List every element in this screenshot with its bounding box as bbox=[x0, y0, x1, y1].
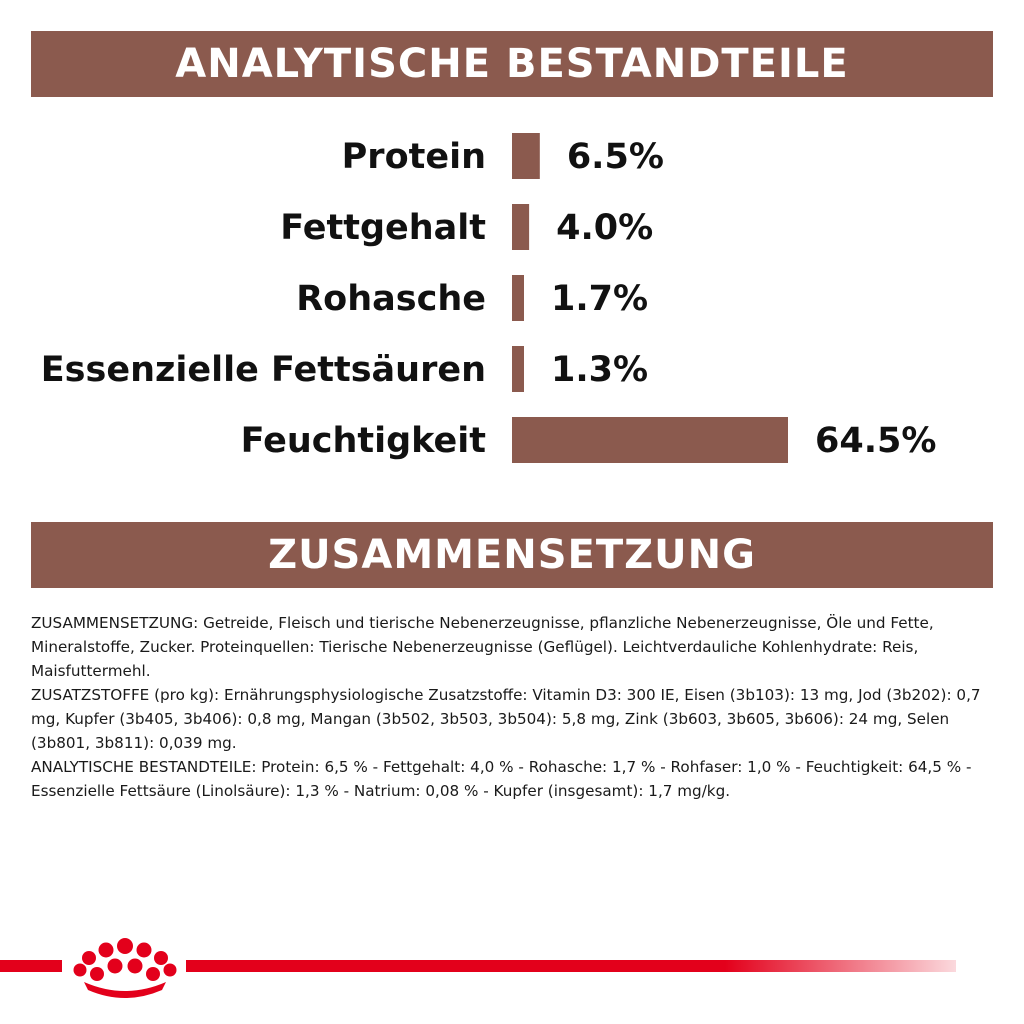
analysis-bar-chart bbox=[0, 110, 1024, 500]
category-label: Fettgehalt bbox=[280, 208, 486, 248]
composition-text bbox=[31, 611, 991, 803]
composition-paragraph-analytical: ANALYTISCHE BESTANDTEILE: Protein: 6,5 % - Fettgehalt: 4,0 % - Rohasche: 1,7 % - Rohfaser: 1,0 % - Feuchtigkeit: 64,5 % - Essenzielle Fettsäure (Linolsäure): 1,3 % - Natrium: 0,08 % - Kupfer (insgesamt): 1,7 mg/kg. bbox=[31, 758, 972, 800]
header-title-composition: ZUSAMMENSETZUNG bbox=[268, 532, 756, 578]
value-label: 1.3% bbox=[551, 350, 649, 390]
composition-paragraph-additives: ZUSATZSTOFFE (pro kg): Ernährungsphysiologische Zusatzstoffe: Vitamin D3: 300 IE, Eisen (3b103): 13 mg, Jod (3b202): 0,7 mg, Kupfer (3b405, 3b406): 0,8 mg, Mangan (3b502, 3b503, 3b504): 5,8 mg, Zink (3b603, 3b605, 3b606): 24 mg, Selen (3b801, 3b811): 0,039 mg. bbox=[31, 686, 981, 752]
bar bbox=[512, 275, 524, 321]
value-label: 64.5% bbox=[815, 421, 937, 461]
category-label: Essenzielle Fettsäuren bbox=[40, 350, 486, 390]
bar bbox=[512, 204, 529, 250]
bar bbox=[512, 346, 524, 392]
brand-footer bbox=[0, 930, 1024, 1000]
royal-canin-crown-icon bbox=[70, 936, 180, 998]
header-banner-composition bbox=[31, 522, 993, 588]
value-label: 6.5% bbox=[566, 137, 664, 177]
category-label: Protein bbox=[341, 137, 486, 177]
value-label: 4.0% bbox=[556, 208, 654, 248]
category-label: Feuchtigkeit bbox=[240, 421, 486, 461]
bar bbox=[512, 133, 540, 179]
value-label: 1.7% bbox=[551, 279, 649, 319]
brand-line-right bbox=[186, 960, 956, 972]
composition-paragraph-ingredients: ZUSAMMENSETZUNG: Getreide, Fleisch und tierische Nebenerzeugnisse, pflanzliche Nebenerzeugnisse, Öle und Fette, Mineralstoffe, Zucker. Proteinquellen: Tierische Nebenerzeugnisse (Geflügel). Leichtverdauliche Kohlenhydrate: Reis, Maisfuttermehl. bbox=[31, 614, 934, 680]
category-label: Rohasche bbox=[296, 279, 486, 319]
bar bbox=[512, 417, 788, 463]
brand-line-left bbox=[0, 960, 62, 972]
header-banner-analytical bbox=[31, 31, 993, 97]
header-title-analytical: ANALYTISCHE BESTANDTEILE bbox=[175, 41, 849, 87]
